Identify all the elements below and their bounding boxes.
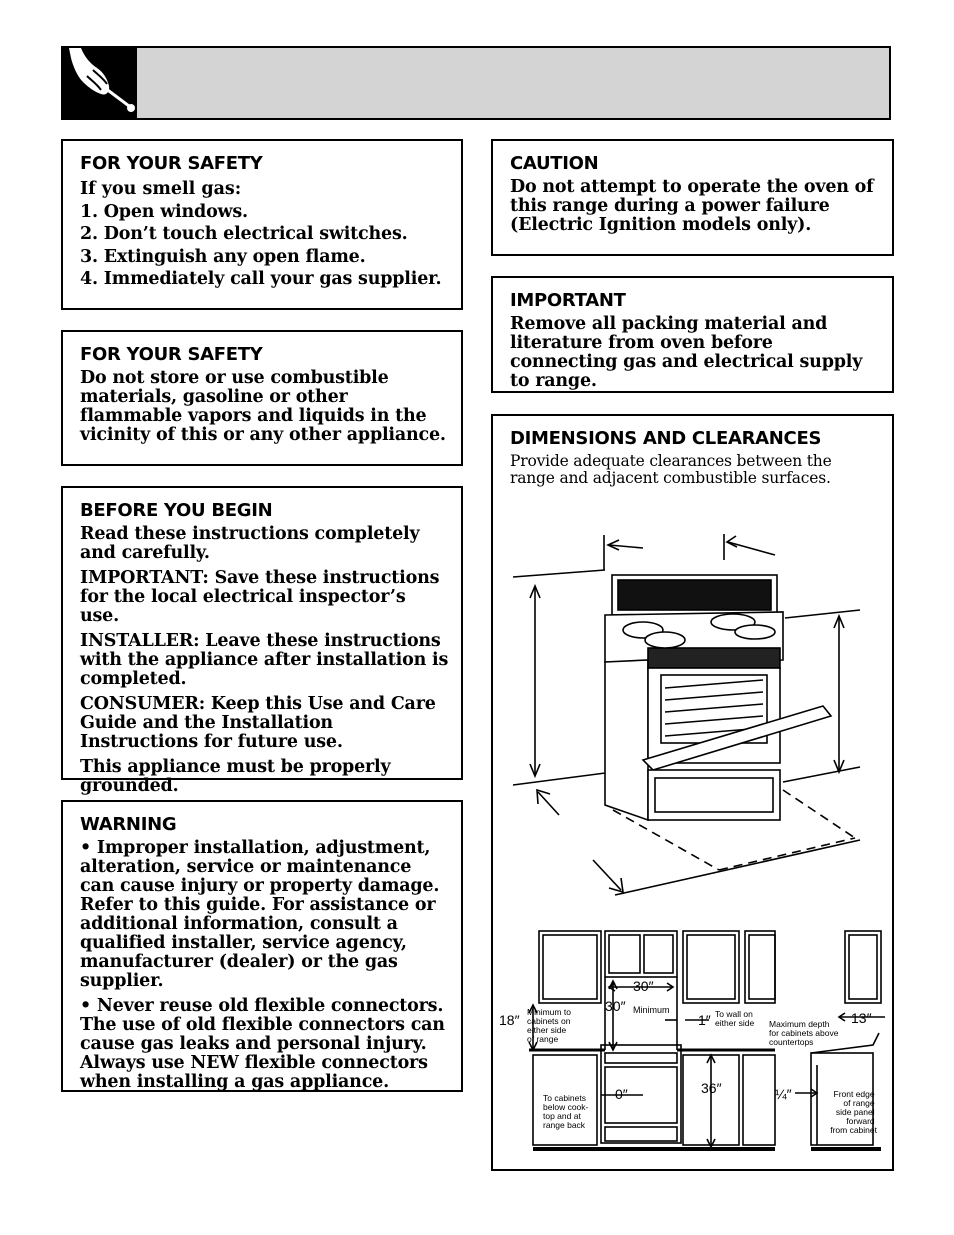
side-18-label: 18″: [499, 1012, 520, 1028]
list-item: 4. Immediately call your gas supplier.: [80, 269, 442, 289]
wall-1-note: To wall on either side: [715, 1009, 755, 1028]
safety-gas-list: [80, 201, 449, 291]
before-paragraph: Read these instructions completely and carefully.: [80, 524, 420, 563]
caution-title: CAUTION: [510, 153, 599, 174]
important-title: IMPORTANT: [510, 290, 626, 311]
before-paragraph: CONSUMER: Keep this Use and Care Guide and the Installation Instructions for future use.: [80, 694, 436, 752]
range-illustration: [493, 520, 891, 900]
zero-note: To cabinets below cook- top and at range back: [543, 1093, 589, 1130]
dimensions-subtitle: Provide adequate clearances between the range and adjacent combustible surfaces.: [510, 452, 832, 487]
warning-box: [61, 800, 463, 1092]
caution-box: [491, 139, 894, 256]
hand-with-tool-icon: [63, 48, 137, 118]
caution-text: Do not attempt to operate the oven of this range during a power failure (Electric Ignition models only).: [510, 177, 874, 235]
side-18-note: Minimum to cabinets on either side of range: [527, 1007, 571, 1044]
warning-paragraph: • Never reuse old flexible connectors. The use of old flexible connectors can cause gas leaks and personal injury. Always use NEW flexible connectors when installing a gas appliance.: [80, 996, 445, 1092]
safety-box-combustible: [61, 330, 463, 466]
safety-gas-intro: If you smell gas:: [80, 179, 242, 199]
depth-13-label: 13″: [851, 1010, 872, 1026]
safety-combustible-title: FOR YOUR SAFETY: [80, 344, 263, 365]
before-paragraph: This appliance must be properly grounded.: [80, 757, 391, 796]
safety-combustible-text: Do not store or use combustible materials, gasoline or other flammable vapors and liquids in the vicinity of this or any other appliance.: [80, 368, 446, 445]
depth-13-note: Maximum depth for cabinets above countertops: [769, 1019, 839, 1047]
dimensions-title: DIMENSIONS AND CLEARANCES: [510, 428, 822, 449]
page-header-bar: [61, 46, 891, 120]
important-box: [491, 276, 894, 393]
front-note: Front edge of range side panel forward from cabinet: [830, 1089, 877, 1135]
height-36-label: 36″: [701, 1080, 722, 1096]
important-text: Remove all packing material and literature from oven before connecting gas and electrical supply to range.: [510, 314, 863, 391]
list-item: 3. Extinguish any open flame.: [80, 246, 366, 267]
width-top-label: 30″: [633, 978, 654, 994]
quarter-label: ¼″: [775, 1086, 792, 1102]
list-item: 2. Don’t touch electrical switches.: [80, 224, 408, 244]
list-item: 1. Open windows.: [80, 201, 248, 222]
warning-paragraph: • Improper installation, adjustment, alteration, service or maintenance can cause injury or property damage. Refer to this guide. For assistance or additional information, consult a qualified installer, service agency, manufacturer (dealer) or the gas supplier.: [80, 838, 440, 991]
before-title: BEFORE YOU BEGIN: [80, 500, 273, 521]
safety-gas-title: FOR YOUR SAFETY: [80, 153, 263, 174]
safety-box-gas: [61, 139, 463, 310]
width-min-label: 30″: [605, 998, 626, 1014]
minimum-label: Minimum: [633, 1005, 670, 1015]
clearance-diagram: [493, 925, 891, 1160]
before-paragraph: IMPORTANT: Save these instructions for the local electrical inspector’s use.: [80, 568, 440, 626]
zero-label: 0″: [615, 1086, 628, 1102]
before-paragraph: INSTALLER: Leave these instructions with the appliance after installation is completed.: [80, 631, 449, 689]
warning-title: WARNING: [80, 814, 177, 835]
before-you-begin-box: [61, 486, 463, 796]
wall-1-label: 1″: [698, 1012, 711, 1028]
